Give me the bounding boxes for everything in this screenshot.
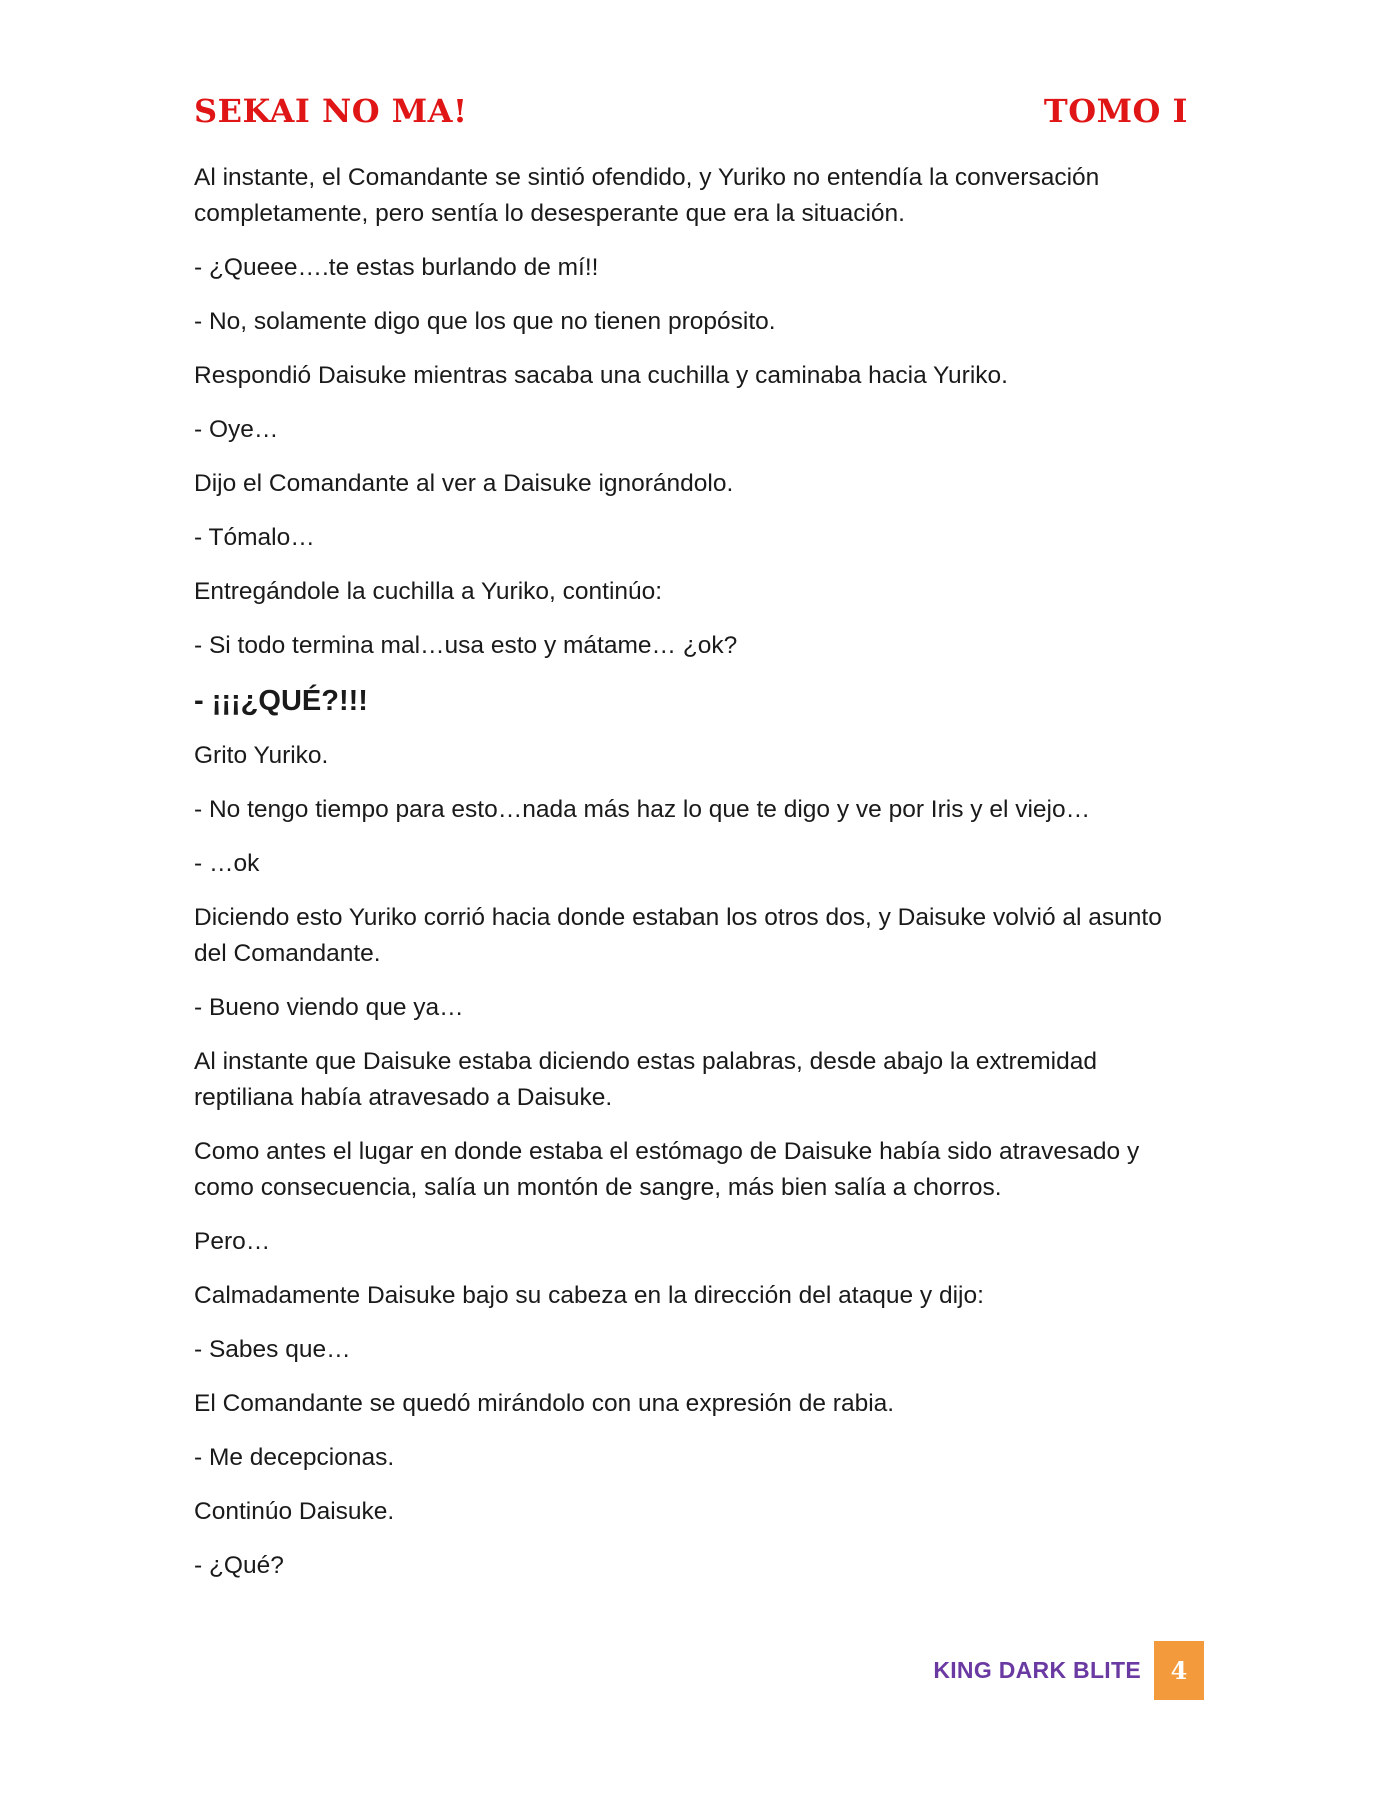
paragraph: - ¿Queee….te estas burlando de mí!!	[194, 254, 599, 281]
paragraph: - Si todo termina mal…usa esto y mátame… ¿ok?	[194, 632, 738, 659]
paragraph: Calmadamente Daisuke bajo su cabeza en la dirección del ataque y dijo:	[194, 1282, 984, 1309]
paragraph: - …ok	[194, 850, 260, 877]
book-title: SEKAI NO MA!	[194, 92, 468, 130]
paragraph: - ¿Qué?	[194, 1552, 284, 1579]
paragraph: Como antes el lugar en donde estaba el estómago de Daisuke había sido atravesado y como consecuencia, salía un montón de sangre, más bien salía a chorros.	[194, 1138, 1140, 1201]
paragraph: - Bueno viendo que ya…	[194, 994, 464, 1021]
paragraph: El Comandante se quedó mirándolo con una expresión de rabia.	[194, 1390, 895, 1417]
paragraph: Continúo Daisuke.	[194, 1498, 395, 1525]
paragraph: - No tengo tiempo para esto…nada más haz lo que te digo y ve por Iris y el viejo…	[194, 796, 1091, 823]
paragraph: Grito Yuriko.	[194, 742, 329, 769]
volume-label: TOMO I	[1043, 92, 1188, 130]
paragraph: Al instante que Daisuke estaba diciendo estas palabras, desde abajo la extremidad reptiliana había atravesado a Daisuke.	[194, 1048, 1097, 1111]
paragraph: Pero…	[194, 1228, 271, 1255]
paragraph: Entregándole la cuchilla a Yuriko, continúo:	[194, 578, 663, 605]
body-text	[194, 160, 1194, 1602]
author-name: KING DARK BLITE	[933, 1656, 1141, 1683]
paragraph: Respondió Daisuke mientras sacaba una cuchilla y caminaba hacia Yuriko.	[194, 362, 1008, 389]
paragraph: - Tómalo…	[194, 524, 315, 551]
page-number: 4	[1170, 1655, 1188, 1685]
paragraph: - No, solamente digo que los que no tienen propósito.	[194, 308, 776, 335]
paragraph: Al instante, el Comandante se sintió ofendido, y Yuriko no entendía la conversación completamente, pero sentía lo desesperante que era la situación.	[194, 164, 1100, 227]
page-footer	[933, 1640, 1204, 1700]
page-header	[194, 86, 1188, 136]
paragraph: Diciendo esto Yuriko corrió hacia donde estaban los otros dos, y Daisuke volvió al asunto del Comandante.	[194, 904, 1162, 967]
paragraph-shout: - ¡¡¡¿QUÉ?!!!	[194, 685, 368, 717]
paragraph: - Oye…	[194, 416, 279, 443]
paragraph: Dijo el Comandante al ver a Daisuke ignorándolo.	[194, 470, 734, 497]
paragraph: - Sabes que…	[194, 1336, 351, 1363]
page-number-box	[1154, 1641, 1204, 1700]
paragraph: - Me decepcionas.	[194, 1444, 395, 1471]
